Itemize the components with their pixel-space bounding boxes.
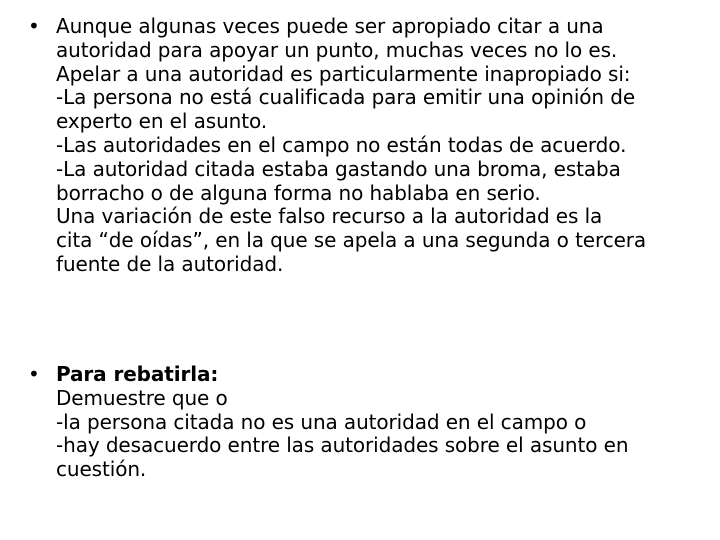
bullet-point-rebuttal bbox=[28, 363, 700, 482]
bullet-marker: • bbox=[28, 362, 40, 386]
text-line: -La autoridad citada estaba gastando una broma, estaba bbox=[56, 156, 621, 181]
text-line: Aunque algunas veces puede ser apropiado citar a una bbox=[56, 14, 604, 38]
text-line: experto en el asunto. bbox=[56, 109, 268, 134]
text-line: Una variación de este falso recurso a la autoridad es la bbox=[56, 204, 603, 229]
bullet-text bbox=[56, 15, 700, 277]
text-line: cuestión. bbox=[56, 457, 147, 482]
bullet-point-authority bbox=[28, 15, 700, 277]
text-line: -la persona citada no es una autoridad en el campo o bbox=[56, 409, 587, 434]
text-line: Apelar a una autoridad es particularmente inapropiado si: bbox=[56, 61, 631, 86]
text-line: Demuestre que o bbox=[56, 385, 228, 410]
text-line: fuente de la autoridad. bbox=[56, 251, 284, 276]
text-line: -La persona no está cualificada para emitir una opinión de bbox=[56, 85, 636, 110]
bullet-heading: Para rebatirla: bbox=[56, 362, 219, 386]
text-line: autoridad para apoyar un punto, muchas veces no lo es. bbox=[56, 37, 618, 62]
text-line: -Las autoridades en el campo no están todas de acuerdo. bbox=[56, 132, 627, 157]
text-line: cita “de oídas”, en la que se apela a una segunda o tercera bbox=[56, 228, 647, 253]
text-line: borracho o de alguna forma no hablaba en serio. bbox=[56, 180, 541, 205]
bullet-marker: • bbox=[28, 14, 40, 38]
bullet-text bbox=[56, 363, 700, 482]
text-line: -hay desacuerdo entre las autoridades sobre el asunto en bbox=[56, 433, 629, 458]
